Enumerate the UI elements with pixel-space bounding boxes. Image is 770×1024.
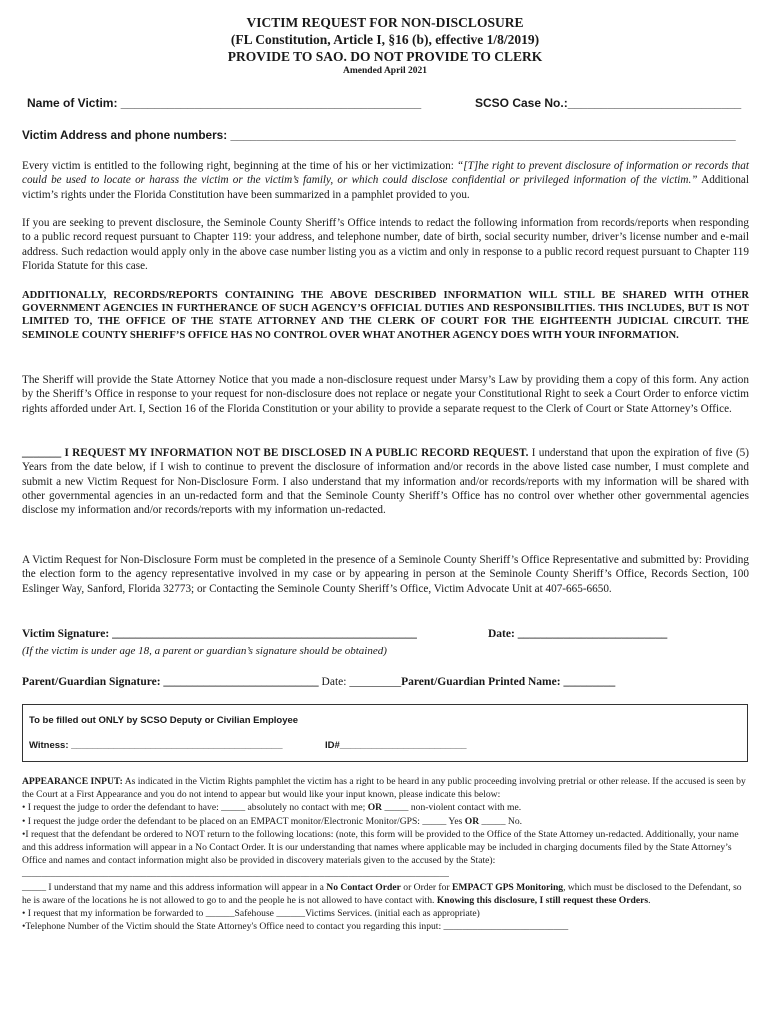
state-attorney-notice-paragraph: The Sheriff will provide the State Attorney Notice that you made a non-disclosure request under Marsy’s Law by providing them a copy of this form. Any action by the Sheriff’s Office in response to your request for non-disclosure does not replace or negate your Constitutional Right to seek a Court Order to enforce victim rights afforded under Art. I, Section 16 of the Florida Constitution or your ability to provide a separate request to the Clerk of Court or State Attorney’s Office. [22,374,749,415]
guardian-note: (If the victim is under age 18, a parent or guardian’s signature should be obtained) [22,645,387,657]
deputy-use-box [22,704,748,762]
parent-guardian-printed-name-field[interactable]: Parent/Guardian Printed Name: _________ [401,676,616,688]
form-instruction: PROVIDE TO SAO. DO NOT PROVIDE TO CLERK [227,49,543,64]
victim-signature-field[interactable]: Victim Signature: _____________________________________________________ [22,628,417,640]
no-contact-option[interactable]: • I request the judge to order the defendant to have: _____ absolutely no contact with me; OR _____ non-violent contact with me. [22,802,522,814]
victim-address-phone-field[interactable]: Victim Address and phone numbers: _____________________________________________________________________________ [22,128,736,142]
constitution-quote: “[T]he right to prevent disclosure of information or records that could be used to locate or harass the victim or the victim’s family, or which could disclose confidential or privileged information of the victim.” [22,160,749,187]
victim-signature-date-field[interactable]: Date: __________________________ [488,628,668,640]
rights-paragraph: Every victim is entitled to the following right, beginning at the time of his or her victimization: “[T]he right to prevent disclosure of information or records that could be used to locate or harass the victim or the victim’s family, or which could disclose confidential or privileged information of the victim.” Additional victim’s rights under the Florida Constitution have been summarized in a pamphlet provided to you. [22,160,749,201]
witness-field[interactable]: Witness: ________________________________________ [29,740,283,751]
deputy-box-title: To be filled out ONLY by SCSO Deputy or Civilian Employee [29,715,299,726]
appearance-input-section: APPEARANCE INPUT: As indicated in the Victim Rights pamphlet the victim has a right to be heard in any public proceeding involving pretrial or other release. If the accused is seen by the Court at a First Appearance and you do not intend to appear but would like your input known, please indicate this below: • I request the judge to order the defendant to have: _____ absolutely no contact with me; OR _____ non-violent contact with me. • I request the judge order the defendant to be placed on an EMPACT monitor/Electronic Monitor/GPS: _____ Yes OR _____ No. •I request that the defendant be ordered to NOT return to the following locations: (note, this form will be provided to the Office of the State Attorney un-redacted. Additionally, your name and this address information will appear in a No Contact Order. It is our understanding that names where applicable may be included in charging documents filed by the State Attorney’s Office and names and contact information might also be provided in discovery materials given to the accused by the State): _________________________________________________________________________________________ _____ I understand that my name and this address information will appear in a No Contact Order or Order for EMPACT GPS Monitoring, which must be disclosed to the Defendant, so he is aware of the locations he is not allowed to go to and the people he is not allowed to have contact with. Knowing this disclosure, I still request these Orders. • I request that my information be forwarded to ______Safehouse ______Victims Services. (initial each as appropriate) •Telephone Number of the Victim should the State Attorney's Office need to contact you regarding this input: __________________________ [22,775,749,933]
empact-monitor-option[interactable]: • I request the judge order the defendant to be placed on an EMPACT monitor/Electronic Monitor/GPS: _____ Yes OR _____ No. [22,815,523,827]
id-field[interactable]: ID#________________________ [325,740,467,751]
scso-case-no-field[interactable]: SCSO Case No.:__________________________ [475,96,742,110]
submission-paragraph: A Victim Request for Non-Disclosure Form must be completed in the presence of a Seminole County Sheriff’s Office Representative and submitted by: Providing the election form to the agency representative involved in my case or by appearing in person at the Seminole County Sheriff’s Office, Records Section, 100 Eslinger Way, Sanford, Florida 32773; or Contacting the Seminole County Sheriff’s Office, Victim Advocate Unit at 407-665-6650. [22,554,749,595]
name-of-victim-field[interactable]: Name of Victim: _____________________________________________ [27,96,422,110]
sharing-notice-paragraph: ADDITIONALLY, RECORDS/REPORTS CONTAINING THE ABOVE DESCRIBED INFORMATION WILL STILL BE SHARED WITH OTHER GOVERNMENT AGENCIES IN FURTHERANCE OF SUCH AGENCY’S OFFICIAL DUTIES AND RESPONSIBILITIES. THIS INCLUDES, BUT IS NOT LIMITED TO, THE OFFICE OF THE STATE ATTORNEY AND THE CLERK OF COURT FOR THE EIGHTEENTH JUDICIAL CIRCUIT. THE SEMINOLE COUNTY SHERIFF’S OFFICE HAS NO CONTROL OVER WHAT ANOTHER AGENCY DOES WITH YOUR INFORMATION. [22,290,749,341]
forward-information-option[interactable]: • I request that my information be forwarded to ______Safehouse ______Victims Services. (initial each as appropriate) [22,908,480,920]
non-disclosure-request-paragraph: _______ I REQUEST MY INFORMATION NOT BE DISCLOSED IN A PUBLIC RECORD REQUEST. I understand that upon the expiration of five (5) Years from the date below, if I wish to continue to prevent the disclosure of information and/or records in the above listed case number, I must complete and submit a new Victim Request for Non-Disclosure Form. I also understand that my information and/or records/reports with my information will be shared with other governmental agencies in an un-redacted form and that the Seminole County Sheriff’s Office has no control over whether other governmental agencies disclose my information and/or records/reports with my information un-redacted. [22,447,749,517]
amended-date: Amended April 2021 [343,66,427,76]
locations-option[interactable]: •I request that the defendant be ordered to NOT return to the following locations: (note, this form will be provided to the Office of the State Attorney un-redacted. Additionally, your name and this address information will appear in a No Contact Order. It is our understanding that names where applicable may be included in charging documents filed by the State Attorney’s Office and names and contact information might also be provided in discovery materials given to the accused by the State): _________________________________________________________________________________________ [22,828,739,880]
form-header [0,14,770,78]
form-citation: (FL Constitution, Article I, §16 (b), effective 1/8/2019) [230,32,540,47]
appearance-input-label: APPEARANCE INPUT: [22,776,123,787]
parent-guardian-signature-field[interactable]: Parent/Guardian Signature: ___________________________ [22,676,319,688]
no-contact-order-acknowledgement[interactable]: _____ I understand that my name and this address information will appear in a No Contact Order or Order for EMPACT GPS Monitoring, which must be disclosed to the Defendant, so he is aware of the locations he is not allowed to go to and the people he is not allowed to have contact with. Knowing this disclosure, I still request these Orders. [22,881,742,906]
victim-telephone-field[interactable]: •Telephone Number of the Victim should the State Attorney's Office need to contact you regarding this input: __________________________ [22,921,569,933]
non-disclosure-request-checkbox-line[interactable]: _______ I REQUEST MY INFORMATION NOT BE DISCLOSED IN A PUBLIC RECORD REQUEST. [22,447,529,459]
redaction-paragraph: If you are seeking to prevent disclosure, the Seminole County Sheriff’s Office intends to redact the following information from records/reports when responding to a public record request pursuant to Chapter 119: your address, and telephone number, date of birth, social security number, driver’s license number and e-mail address. Such redaction would apply only in the above case number listing you as a victim and only in response to a public record request pursuant to Chapter 119 Florida Statute for this case. [22,217,749,272]
parent-guardian-signature-row[interactable] [22,676,615,688]
form-title: VICTIM REQUEST FOR NON-DISCLOSURE [246,15,524,30]
parent-guardian-date-field[interactable]: Date: _________ [318,676,402,688]
